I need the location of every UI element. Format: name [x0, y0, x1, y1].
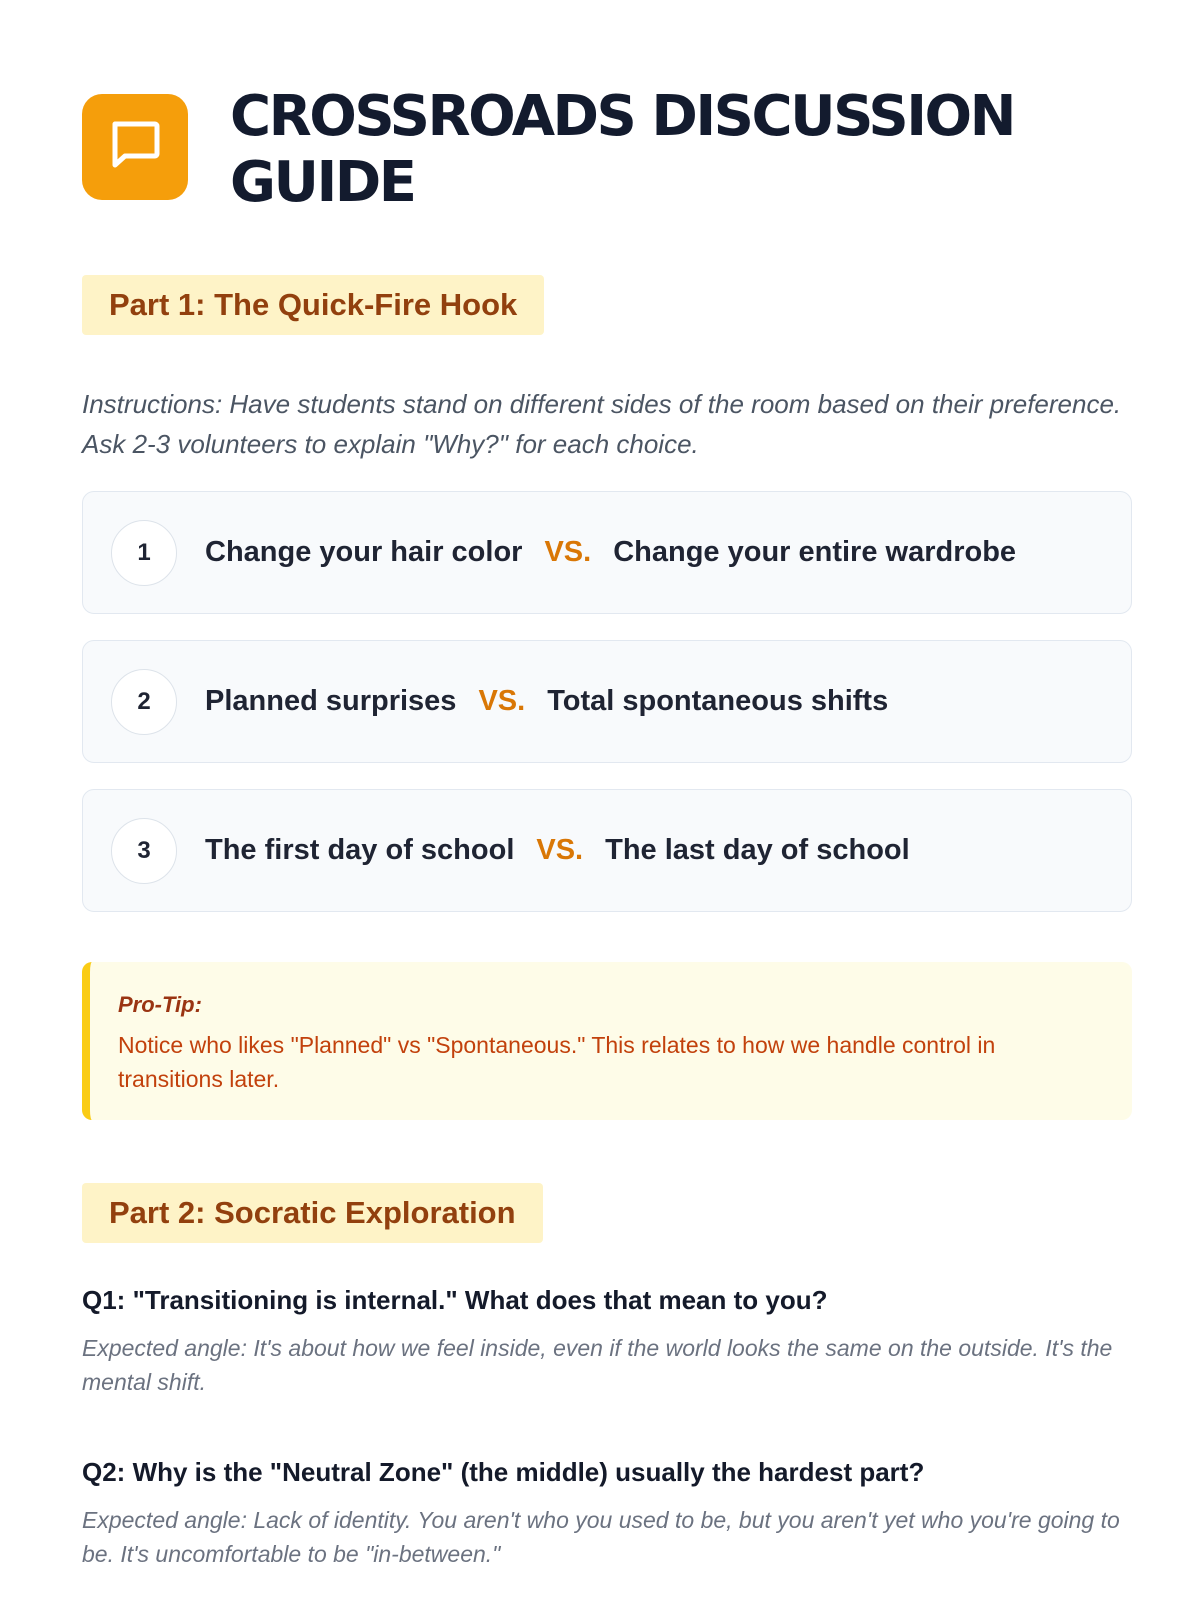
page-title: CROSSROADS DISCUSSION GUIDE — [230, 84, 1015, 215]
expected-angle: Expected angle: It's about how we feel inside, even if the world looks the same on the outside. It's the mental shift. — [82, 1335, 1113, 1395]
vs-label: VS. — [544, 536, 592, 568]
choice-number-badge: 3 — [111, 818, 177, 884]
choice-option-a: The first day of school — [205, 834, 515, 866]
pro-tip-title: Pro-Tip: — [118, 992, 202, 1017]
logo-badge — [82, 94, 188, 200]
pro-tip-body: Notice who likes "Planned" vs "Spontaneous." This relates to how we handle control in transitions later. — [118, 1032, 996, 1092]
vs-label: VS. — [536, 834, 584, 866]
part1-instructions: Instructions: Have students stand on different sides of the room based on their preference. Ask 2-3 volunteers to explain "Why?" for each choice. — [82, 389, 1122, 459]
part2-heading: Part 2: Socratic Exploration — [82, 1183, 543, 1243]
choice-number-badge: 2 — [111, 669, 177, 735]
choice-option-b: The last day of school — [605, 834, 910, 866]
vs-label: VS. — [478, 685, 526, 717]
guide-header — [82, 84, 1090, 216]
choice-card — [82, 789, 1132, 912]
pro-tip-callout — [82, 962, 1132, 1120]
choice-option-b: Total spontaneous shifts — [547, 685, 889, 717]
question-block — [82, 1283, 1132, 1399]
question-text: Q2: Why is the "Neutral Zone" (the middle) usually the hardest part? — [82, 1457, 925, 1487]
choice-number-badge: 1 — [111, 520, 177, 586]
choice-card — [82, 491, 1132, 614]
question-text: Q1: "Transitioning is internal." What does that mean to you? — [82, 1285, 828, 1315]
choice-option-a: Planned surprises — [205, 685, 457, 717]
question-block — [82, 1455, 1132, 1571]
choice-card — [82, 640, 1132, 763]
choice-option-b: Change your entire wardrobe — [613, 536, 1017, 568]
chat-bubble-icon — [109, 120, 161, 175]
choice-option-a: Change your hair color — [205, 536, 523, 568]
part1-heading: Part 1: The Quick-Fire Hook — [82, 275, 544, 335]
expected-angle: Expected angle: Lack of identity. You aren't who you used to be, but you aren't yet who you're going to be. It's uncomfortable to be "in-between." — [82, 1507, 1120, 1567]
